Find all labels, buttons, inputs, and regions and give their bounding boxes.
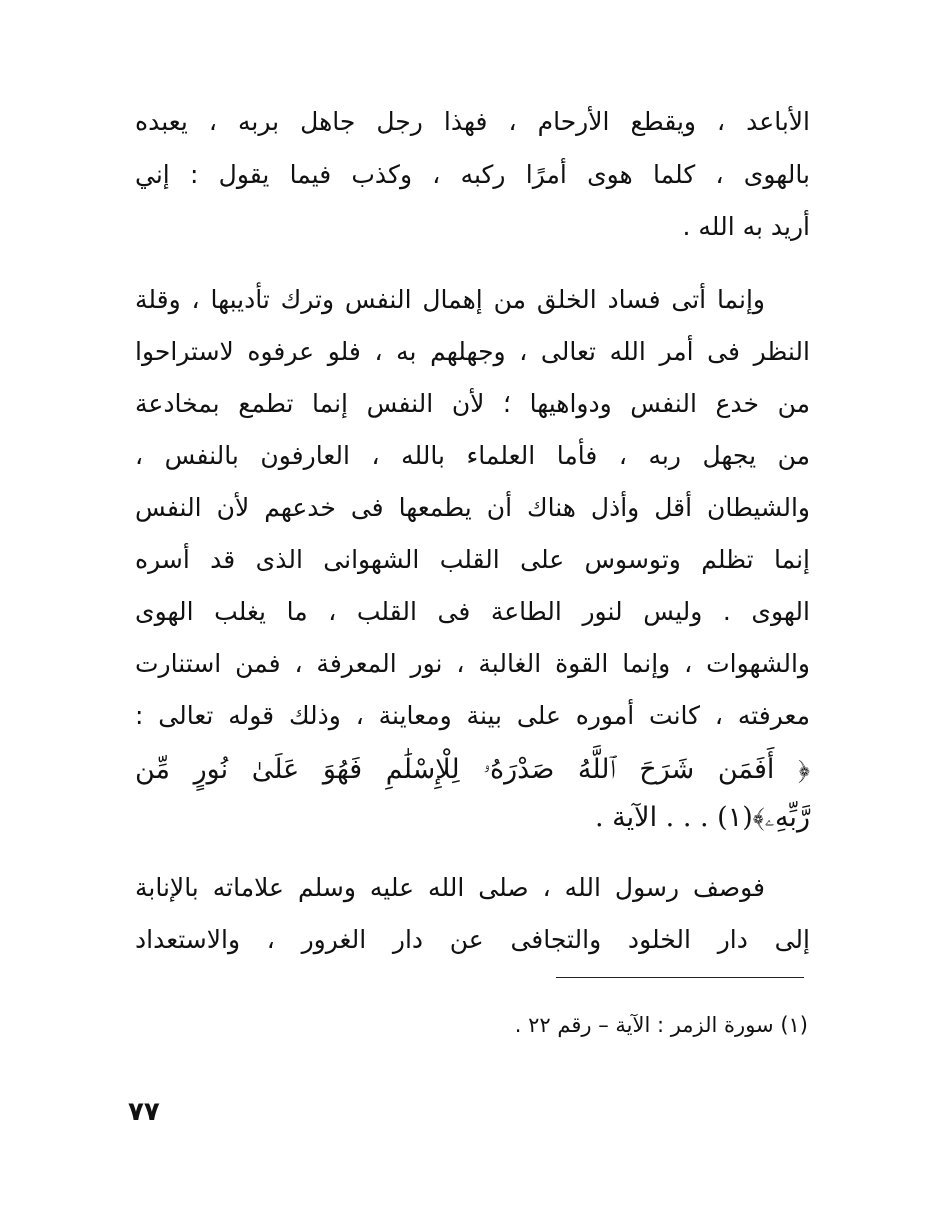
text-line: الهوى . وليس لنور الطاعة فى القلب ، ما يغلب الهوى [135, 597, 810, 626]
quran-verse-line: ﴿ أَفَمَن شَرَحَ ٱللَّهُ صَدْرَهُۥ لِلْإِسْلَٰمِ فَهُوَ عَلَىٰ نُورٍ مِّن [135, 754, 810, 785]
text-line: وإنما أتى فساد الخلق من إهمال النفس وترك تأديبها ، وقلة [135, 285, 765, 314]
text-line: النظر فى أمر الله تعالى ، وجهلهم به ، فلو عرفوه لاستراحوا [135, 337, 810, 366]
text-line: من خدع النفس ودواهيها ؛ لأن النفس إنما تطمع بمخادعة [135, 389, 810, 418]
text-line: الأباعد ، ويقطع الأرحام ، فهذا رجل جاهل بربه ، يعبده [135, 107, 810, 136]
footnote-divider [556, 977, 804, 978]
text-line: والشهوات ، وإنما القوة الغالبة ، نور المعرفة ، فمن استنارت [135, 649, 810, 678]
text-line: والشيطان أقل وأذل هناك أن يطمعها فى خدعهم لأن النفس [135, 493, 810, 522]
footnote: (١) سورة الزمر : الآية – رقم ٢٢ . [514, 1013, 808, 1037]
text-line: إلى دار الخلود والتجافى عن دار الغرور ، والاستعداد [135, 925, 810, 954]
text-line: معرفته ، كانت أموره على بينة ومعاينة ، وذلك قوله تعالى : [135, 701, 810, 730]
text-line: فوصف رسول الله ، صلى الله عليه وسلم علاماته بالإنابة [135, 873, 765, 902]
text-line: إنما تظلم وتوسوس على القلب الشهوانى الذى قد أسره [135, 545, 810, 574]
text-line: بالهوى ، كلما هوى أمرًا ركبه ، وكذب فيما يقول : إني [135, 160, 810, 189]
text-line: أريد به الله . [682, 212, 810, 241]
page-number: ٧٧ [128, 1097, 160, 1127]
quran-verse-line: رَّبِّهِۦ﴾(١) . . . الآية . [595, 802, 810, 833]
text-line: من يجهل ربه ، فأما العلماء بالله ، العارفون بالنفس ، [135, 441, 810, 470]
